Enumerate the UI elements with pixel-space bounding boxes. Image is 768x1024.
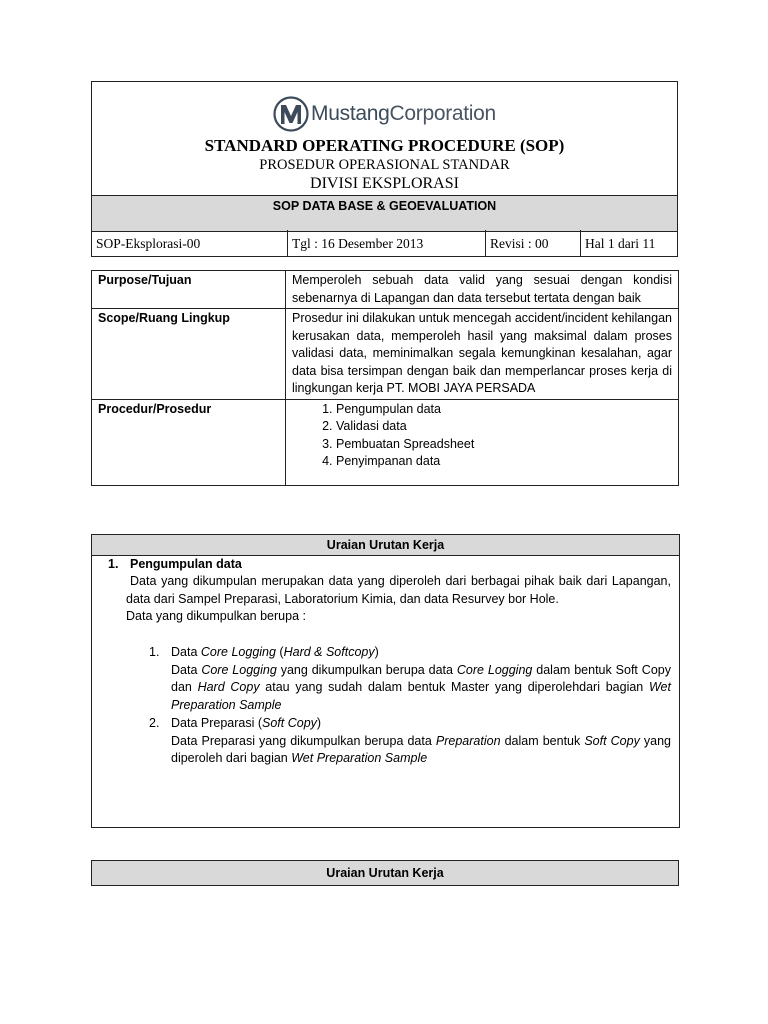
mustang-logo-icon [273, 96, 309, 132]
list-item: 2. Validasi data [336, 418, 672, 436]
sop-name-band [92, 195, 677, 232]
list-item: 1. Pengumpulan data [336, 401, 672, 419]
section-title: Uraian Urutan Kerja [92, 535, 679, 556]
row-value: Prosedur ini dilakukan untuk mencegah accident/incident kehilangan kerusakan data, memperoleh hasil yang maksimal dalam proses validasi data, meminimalkan segala kemungkinan kesalahan, agar data bisa tersimpan dengan baik dan memperlancar proses kerja di lingkungan kerja PT. MOBI JAYA PERSADA [286, 309, 679, 400]
document-meta-row [92, 230, 677, 257]
list-item: 3. Pembuatan Spreadsheet [336, 436, 672, 454]
doc-number: SOP-Eksplorasi-00 [96, 236, 201, 251]
sop-subtitle: PROSEDUR OPERASIONAL STANDAR [259, 157, 510, 173]
step-heading: 1. Pengumpulan data [108, 557, 242, 571]
row-value: Memperoleh sebuah data valid yang sesuai dengan kondisi sebenarnya di Lapangan dan data tersebut tertata dengan baik [286, 271, 679, 309]
row-label: Scope/Ruang Lingkup [92, 309, 286, 400]
section-title: Uraian Urutan Kerja [326, 866, 444, 880]
step-paragraph: Data yang dikumpulan merupakan data yang diperoleh dari berbagai pihak baik dari Lapangan, data dari Sampel Preparasi, Laboratorium Kimia, dan data Resurvey bor Hole. [126, 574, 671, 606]
work-sequence-section-1: Uraian Urutan Kerja 1. Pengumpulan data Data yang dikumpulan merupakan data yang diperoleh dari berbagai pihak baik dari Lapangan, data dari Sampel Preparasi, Laboratorium Kimia, dan data Resurvey bor Hole. Data yang dikumpulkan berupa : 1. Data Core Logging (Hard & Softcopy) Data Core Logging yang dikumpulkan berupa data Core Logging dalam bentuk Soft Copy dan Hard Copy atau yang sudah dalam bentuk Master yang diperolehdari bagian Wet Preparation Sample 2. Data Preparasi (Soft Copy) Data Preparasi yang dikumpulkan berupa data Preparation dalam bentuk Soft Copy yang diperoleh dari bagian Wet Preparation Sample [91, 534, 680, 828]
division-name: DIVISI EKSPLORASI [310, 175, 459, 192]
logo-wordmark: MustangCorporation [311, 102, 496, 125]
row-label: Purpose/Tujuan [92, 271, 286, 309]
sop-header [91, 81, 678, 257]
table-row [92, 399, 679, 485]
work-sequence-section-2 [91, 860, 679, 886]
sop-name: SOP DATA BASE & GEOEVALUATION [272, 199, 497, 213]
row-label: Procedur/Prosedur [92, 399, 286, 485]
table-row [92, 309, 679, 400]
step-paragraph: Data yang dikumpulkan berupa : [126, 609, 306, 623]
company-logo [92, 94, 677, 134]
purpose-scope-table [91, 270, 679, 486]
list-item: 4. Penyimpanan data [336, 453, 672, 471]
doc-date: Tgl : 16 Desember 2013 [287, 230, 485, 257]
doc-page: Hal 1 dari 11 [580, 230, 677, 257]
sop-title: STANDARD OPERATING PROCEDURE (SOP) [204, 136, 565, 155]
row-value [286, 399, 679, 485]
procedure-list [292, 401, 672, 471]
table-row [92, 271, 679, 309]
doc-revision: Revisi : 00 [485, 230, 580, 257]
